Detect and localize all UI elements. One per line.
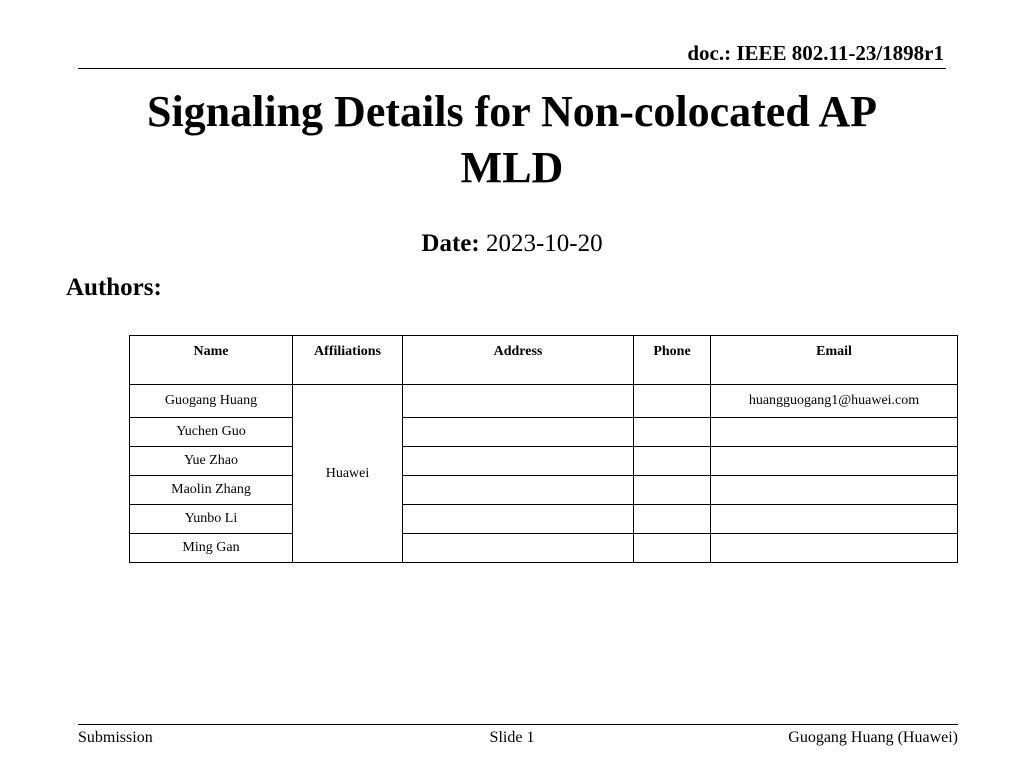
slide-title-line-2: MLD bbox=[460, 143, 564, 192]
author-name: Yunbo Li bbox=[130, 505, 293, 534]
author-phone bbox=[634, 447, 711, 476]
author-name: Guogang Huang bbox=[130, 385, 293, 418]
table-row bbox=[130, 385, 958, 418]
author-phone bbox=[634, 534, 711, 563]
slide-title-line-1: Signaling Details for Non-colocated AP bbox=[146, 87, 878, 136]
author-email bbox=[711, 534, 958, 563]
author-address bbox=[403, 447, 634, 476]
author-email bbox=[711, 418, 958, 447]
author-address bbox=[403, 418, 634, 447]
header-address: Address bbox=[403, 336, 634, 385]
author-address bbox=[403, 385, 634, 418]
date-line bbox=[0, 228, 1024, 260]
date-value: 2023-10-20 bbox=[485, 230, 603, 257]
header-email: Email bbox=[711, 336, 958, 385]
footer-slide-number: Slide 1 bbox=[489, 729, 535, 746]
table-row bbox=[130, 418, 958, 447]
author-email: huangguogang1@huawei.com bbox=[711, 385, 958, 418]
table-row bbox=[130, 534, 958, 563]
header-divider bbox=[78, 68, 946, 69]
table-header-row bbox=[130, 336, 958, 385]
document-id-value: IEEE 802.11-23/1898r1 bbox=[736, 41, 944, 65]
header-phone: Phone bbox=[634, 336, 711, 385]
author-phone bbox=[634, 505, 711, 534]
author-phone bbox=[634, 418, 711, 447]
author-email bbox=[711, 505, 958, 534]
authors-table bbox=[129, 335, 958, 563]
document-id bbox=[687, 40, 944, 66]
slide-title bbox=[100, 84, 924, 196]
footer-author: Guogang Huang (Huawei) bbox=[788, 729, 958, 746]
author-name: Yue Zhao bbox=[130, 447, 293, 476]
author-phone bbox=[634, 476, 711, 505]
table-row bbox=[130, 447, 958, 476]
author-affiliation: Huawei bbox=[293, 385, 403, 563]
footer-divider bbox=[78, 724, 958, 725]
author-address bbox=[403, 534, 634, 563]
author-name: Maolin Zhang bbox=[130, 476, 293, 505]
table-row bbox=[130, 476, 958, 505]
authors-heading: Authors: bbox=[66, 274, 162, 301]
header-affiliations: Affiliations bbox=[293, 336, 403, 385]
author-address bbox=[403, 476, 634, 505]
author-email bbox=[711, 447, 958, 476]
author-phone bbox=[634, 385, 711, 418]
header-name: Name bbox=[130, 336, 293, 385]
author-name: Yuchen Guo bbox=[130, 418, 293, 447]
author-name: Ming Gan bbox=[130, 534, 293, 563]
author-address bbox=[403, 505, 634, 534]
footer-submission: Submission bbox=[78, 729, 153, 746]
date-label: Date: bbox=[421, 230, 480, 257]
author-email bbox=[711, 476, 958, 505]
document-id-label: doc.: bbox=[687, 41, 732, 65]
table-row bbox=[130, 505, 958, 534]
